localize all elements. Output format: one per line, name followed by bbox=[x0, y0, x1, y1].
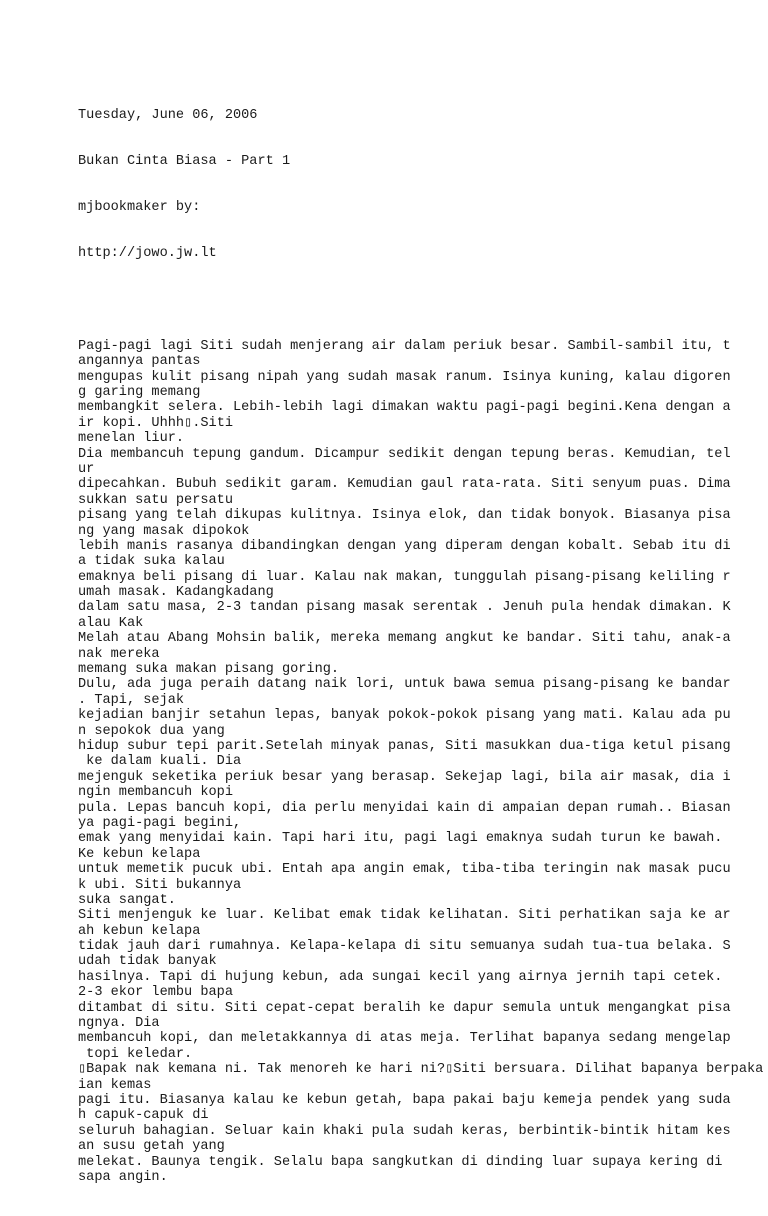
story-line: mengupas kulit pisang nipah yang sudah masak ranum. Isinya kuning, kalau digoren bbox=[78, 369, 731, 385]
story-line: n sepokok dua yang bbox=[78, 723, 225, 739]
post-url: http://jowo.jw.lt bbox=[78, 246, 217, 262]
story-line: emaknya beli pisang di luar. Kalau nak makan, tunggulah pisang-pisang keliling r bbox=[78, 569, 731, 585]
story-line: pisang yang telah dikupas kulitnya. Isinya elok, dan tidak bonyok. Biasanya pisa bbox=[78, 508, 731, 524]
story-line: Dulu, ada juga peraih datang naik lori, untuk bawa semua pisang-pisang ke bandar bbox=[78, 677, 731, 693]
story-line: a tidak suka kalau bbox=[78, 554, 225, 570]
story-line: ian kemas bbox=[78, 1077, 152, 1093]
story-line: memang suka makan pisang goring. bbox=[78, 662, 340, 678]
story-line: ur bbox=[78, 461, 95, 477]
story-line: Ke kebun kelapa bbox=[78, 846, 201, 862]
story-line: menelan liur. bbox=[78, 431, 185, 447]
story-line: Dia membancuh tepung gandum. Dicampur sedikit dengan tepung beras. Kemudian, tel bbox=[78, 446, 731, 462]
story-line: g garing memang bbox=[78, 385, 201, 400]
story-line: suka sangat. bbox=[78, 892, 176, 908]
story-line: dipecahkan. Bubuh sedikit garam. Kemudian gaul rata-rata. Siti senyum puas. Dima bbox=[78, 477, 731, 493]
story-line: alau Kak bbox=[78, 615, 144, 631]
story-line: hidup subur tepi parit.Setelah minyak panas, Siti masukkan dua-tiga ketul pisang bbox=[78, 738, 731, 754]
story-line: Melah atau Abang Mohsin balik, mereka memang angkut ke bandar. Siti tahu, anak-a bbox=[78, 631, 731, 647]
story-line: pagi itu. Biasanya kalau ke kebun getah, bapa pakai baju kemeja pendek yang suda bbox=[78, 1092, 731, 1108]
story-body bbox=[78, 338, 764, 1185]
paragraph-gap bbox=[78, 293, 758, 308]
story-line: umah masak. Kadangkadang bbox=[78, 585, 274, 601]
story-line: nak mereka bbox=[78, 646, 160, 662]
story-line: ngnya. Dia bbox=[78, 1016, 160, 1032]
story-line: topi keledar. bbox=[78, 1046, 193, 1062]
story-line: emak yang menyidai kain. Tapi hari itu, pagi lagi emaknya sudah turun ke bawah. bbox=[78, 831, 723, 847]
story-line: membancuh kopi, dan meletakkannya di atas meja. Terlihat bapanya sedang mengelap bbox=[78, 1031, 731, 1047]
story-line: ya pagi-pagi begini, bbox=[78, 815, 242, 831]
story-line: ditambat di situ. Siti cepat-cepat beralih ke dapur semula untuk mengangkat pisa bbox=[78, 1000, 731, 1016]
story-line: ir kopi. Uhhh▯.Siti bbox=[78, 415, 234, 431]
post-title: Bukan Cinta Biasa - Part 1 bbox=[78, 154, 291, 170]
story-line: k ubi. Siti bukannya bbox=[78, 877, 242, 893]
story-line: dalam satu masa, 2-3 tandan pisang masak serentak . Jenuh pula hendak dimakan. K bbox=[78, 600, 731, 616]
story-line: angannya pantas bbox=[78, 354, 201, 370]
story-line: lebih manis rasanya dibandingkan dengan yang diperam dengan kobalt. Sebab itu di bbox=[78, 538, 731, 554]
story-line: h capuk-capuk di bbox=[78, 1108, 209, 1124]
story-line: ▯Bapak nak kemana ni. Tak menoreh ke hari ni?▯Siti bersuara. Dilihat bapanya berpaka bbox=[78, 1062, 764, 1078]
story-line: membangkit selera. Lebih-lebih lagi dimakan waktu pagi-pagi begini.Kena dengan a bbox=[78, 400, 731, 416]
story-line: kejadian banjir setahun lepas, banyak pokok-pokok pisang yang mati. Kalau ada pu bbox=[78, 708, 731, 724]
story-line: mejenguk seketika periuk besar yang berasap. Sekejap lagi, bila air masak, dia i bbox=[78, 769, 731, 785]
story-line: melekat. Baunya tengik. Selalu bapa sangkutkan di dinding luar supaya kering di bbox=[78, 1154, 723, 1170]
story-line: an susu getah yang bbox=[78, 1139, 225, 1155]
story-line: Siti menjenguk ke luar. Kelibat emak tidak kelihatan. Siti perhatikan saja ke ar bbox=[78, 908, 731, 924]
story-line: sapa angin. bbox=[78, 1169, 168, 1185]
story-line: pula. Lepas bancuh kopi, dia perlu menyidai kain di ampaian depan rumah.. Biasan bbox=[78, 800, 731, 816]
story-line: seluruh bahagian. Seluar kain khaki pula sudah keras, berbintik-bintik hitam kes bbox=[78, 1123, 731, 1139]
story-line: untuk memetik pucuk ubi. Entah apa angin emak, tiba-tiba teringin nak masak pucu bbox=[78, 862, 731, 878]
story-line: hasilnya. Tapi di hujung kebun, ada sungai kecil yang airnya jernih tapi cetek. bbox=[78, 969, 723, 985]
story-line: tidak jauh dari rumahnya. Kelapa-kelapa di situ semuanya sudah tua-tua belaka. S bbox=[78, 939, 731, 955]
story-line: 2-3 ekor lembu bapa bbox=[78, 985, 233, 1001]
post-date: Tuesday, June 06, 2006 bbox=[78, 107, 258, 123]
story-line: Pagi-pagi lagi Siti sudah menjerang air dalam periuk besar. Sambil-sambil itu, t bbox=[78, 338, 731, 354]
story-line: sukkan satu persatu bbox=[78, 492, 233, 508]
story-line: ke dalam kuali. Dia bbox=[78, 754, 242, 770]
story-line: ng yang masak dipokok bbox=[78, 523, 250, 539]
document-text bbox=[78, 77, 764, 1216]
story-line: . Tapi, sejak bbox=[78, 692, 185, 708]
story-line: ngin membancuh kopi bbox=[78, 785, 233, 801]
story-line: ah kebun kelapa bbox=[78, 923, 201, 939]
post-author: mjbookmaker by: bbox=[78, 200, 201, 216]
story-line: udah tidak banyak bbox=[78, 954, 217, 970]
